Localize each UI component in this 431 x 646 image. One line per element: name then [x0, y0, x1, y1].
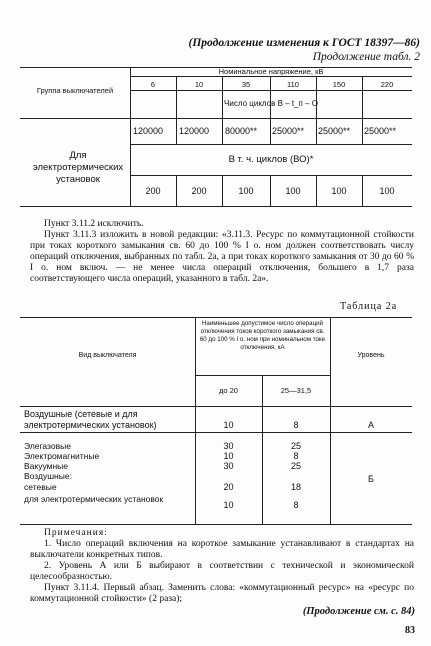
- value-cell: 100: [331, 186, 347, 196]
- voltage-cell: 35: [241, 80, 251, 89]
- note-2: 2. Уровень А или Б выбирают в соответствии с технической и экономической целесообразностью.: [30, 561, 414, 582]
- electrothermal-label: Для электротермических установок: [32, 150, 124, 185]
- table-row: Воздушные:: [24, 471, 72, 481]
- value-cell: 25000**: [272, 126, 305, 136]
- table-row: А: [367, 420, 374, 430]
- table-row: 8: [293, 451, 299, 461]
- value-cell: 200: [191, 186, 207, 196]
- value-cell: 100: [285, 186, 301, 196]
- table-row: 20: [223, 482, 234, 492]
- sub-up-to-20: до 20: [219, 386, 238, 395]
- cycles-header: Число циклов В – t_п – О: [224, 99, 318, 108]
- page-number: 83: [405, 625, 415, 636]
- value-cell: 200: [145, 186, 161, 196]
- table-row: Б: [368, 474, 374, 484]
- notes-title: Примечания:: [44, 528, 108, 538]
- value-cell: 25000**: [318, 126, 351, 136]
- table-row: 25: [290, 461, 301, 471]
- table-row: Элегазовые: [24, 441, 71, 451]
- table-row: 30: [223, 441, 234, 451]
- paragraph-3-11-3: Пункт 3.11.3 изложить в новой редакции: «3.11.3. Ресурс по коммутационной стойкости при токах короткого замыкания св. 60 до 100 % I о. ном должен соответствовать числу операций отключения, выбранных по табл. 2а, а при токах короткого замыкания от 30 до 60 % I о. ном включ. — не менее числа операций отключения, большего в 1,7 раза соответствующего числа операций, указанного в табл. 2а».: [30, 230, 414, 284]
- paragraph-3-11-2: Пункт 3.11.2 исключить.: [44, 219, 144, 229]
- table-row: 10: [223, 500, 234, 510]
- table-row: Электромагнитные: [24, 451, 100, 461]
- table-row: 10: [223, 420, 234, 430]
- paragraph-3-11-4: Пункт 3.11.4. Первый абзац. Заменить слова: «коммутационный ресурс» на «ресурс по коммутационной стойкости» (2 раза);: [30, 583, 414, 604]
- table1-voltage-header: Номинальное напряжение, кВ: [218, 67, 324, 76]
- cycles-vo-header: В т. ч. циклов (ВО)*: [228, 154, 314, 165]
- table-continuation-label: Продолжение табл. 2: [312, 51, 420, 63]
- value-cell: 120000: [133, 126, 164, 136]
- sub-25-31: 25—31,5: [280, 386, 312, 395]
- footer-continuation: (Продолжение см. с. 84): [302, 606, 415, 617]
- table-row: 10: [223, 451, 234, 461]
- value-cell: 80000**: [225, 126, 258, 136]
- table-row: 18: [290, 482, 301, 492]
- col-min-operations: Наименьшее допустимое число операций отключения токов короткого замыкания св. 60 до 100 % I о. ном при номинальном токе отключения, кА: [199, 320, 326, 351]
- value-cell: 120000: [179, 126, 210, 136]
- table-row: 8: [293, 420, 299, 430]
- col-switch-type: Вид выключателя: [78, 352, 137, 359]
- table-row: 25: [290, 441, 301, 451]
- table-row: Воздушные (сетевые и для электротермических установок): [24, 409, 157, 430]
- voltage-cell: 10: [194, 80, 204, 89]
- value-cell: 100: [379, 186, 395, 196]
- table1-group-label: Группа выключателей: [36, 86, 114, 95]
- value-cell: 25000**: [364, 126, 397, 136]
- continuation-header: (Продолжение изменения к ГОСТ 18397—86): [188, 37, 420, 49]
- table-row: Вакуумные: [24, 461, 68, 471]
- value-cell: 100: [238, 186, 254, 196]
- voltage-cell: 150: [332, 80, 346, 89]
- voltage-cell: 6: [150, 80, 156, 89]
- table-row: для электротермических установок: [24, 494, 164, 504]
- table-row: 8: [293, 500, 299, 510]
- voltage-cell: 110: [287, 80, 299, 89]
- col-level: Уровень: [357, 352, 385, 359]
- voltage-cell: 220: [380, 80, 394, 89]
- table-2a-caption: Таблица 2а: [340, 301, 398, 312]
- note-1: 1. Число операций включения на короткое замыкание устанавливают в стандартах на выключатели конкретных типов.: [30, 539, 414, 560]
- table-row: 30: [223, 461, 234, 471]
- table-row: сетевые: [24, 482, 57, 492]
